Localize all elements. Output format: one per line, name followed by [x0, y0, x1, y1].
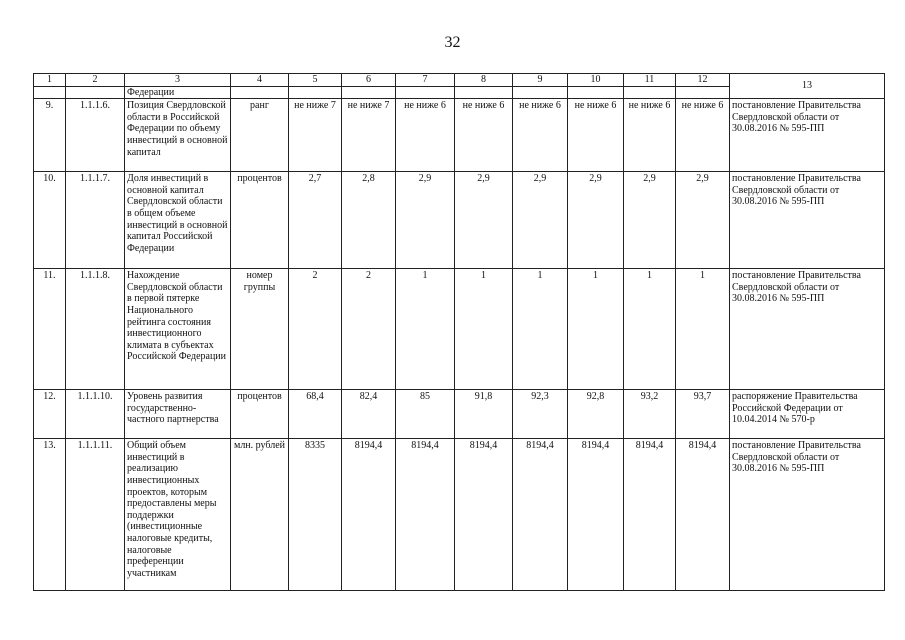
table-row: [34, 269, 885, 390]
value-cell: не ниже 7: [289, 99, 342, 172]
value-cell: 92,3: [513, 390, 568, 439]
row-number: 10.: [34, 172, 66, 269]
value-cell: 8194,4: [342, 439, 396, 591]
column-header: 3: [125, 74, 231, 87]
value-cell: 8194,4: [676, 439, 730, 591]
column-header: 8: [455, 74, 513, 87]
value-cell: 8194,4: [396, 439, 455, 591]
value-cell: 2,9: [676, 172, 730, 269]
value-cell: 82,4: [342, 390, 396, 439]
unit: млн. рублей: [231, 439, 289, 591]
value-cell: 2: [342, 269, 396, 390]
value-cell: не ниже 7: [342, 99, 396, 172]
row-number: 13.: [34, 439, 66, 591]
indicator-name: Позиция Свердловской области в Российской Федерации по объему инвестиций в основной капитал: [125, 99, 231, 172]
column-header: 6: [342, 74, 396, 87]
source-document: постановление Правительства Свердловской области от 30.08.2016 № 595-ПП: [730, 172, 885, 269]
row-number: 9.: [34, 99, 66, 172]
indicator-name: Уровень развития государственно-частного партнерства: [125, 390, 231, 439]
indicator-name: Нахождение Свердловской области в первой пятерке Национального рейтинга состояния инвестиционного климата в субъектах Российской Федерации: [125, 269, 231, 390]
value-cell: не ниже 6: [396, 99, 455, 172]
value-cell: не ниже 6: [513, 99, 568, 172]
value-cell: 93,2: [624, 390, 676, 439]
source-document: распоряжение Правительства Российской Федерации от 10.04.2014 № 570-р: [730, 390, 885, 439]
value-cell: 85: [396, 390, 455, 439]
unit: номер группы: [231, 269, 289, 390]
source-document: постановление Правительства Свердловской области от 30.08.2016 № 595-ПП: [730, 99, 885, 172]
source-document: постановление Правительства Свердловской области от 30.08.2016 № 595-ПП: [730, 269, 885, 390]
indicator-code: 1.1.1.6.: [66, 99, 125, 172]
value-cell: 8335: [289, 439, 342, 591]
table-row: [34, 99, 885, 172]
column-header: 1: [34, 74, 66, 87]
column-header: 5: [289, 74, 342, 87]
value-cell: 1: [676, 269, 730, 390]
page-number: 32: [444, 34, 461, 51]
value-cell: не ниже 6: [676, 99, 730, 172]
column-header: 12: [676, 74, 730, 87]
indicator-code: 1.1.1.10.: [66, 390, 125, 439]
value-cell: 2,9: [455, 172, 513, 269]
indicator-name: Доля инвестиций в основной капитал Свердловской области в общем объеме инвестиций в основной капитал Российской Федерации: [125, 172, 231, 269]
value-cell: 2,9: [396, 172, 455, 269]
value-cell: не ниже 6: [568, 99, 624, 172]
value-cell: 1: [396, 269, 455, 390]
indicators-table: [33, 73, 885, 591]
value-cell: 1: [513, 269, 568, 390]
value-cell: 8194,4: [624, 439, 676, 591]
value-cell: 2: [289, 269, 342, 390]
unit: процентов: [231, 390, 289, 439]
column-header: 11: [624, 74, 676, 87]
value-cell: 93,7: [676, 390, 730, 439]
value-cell: 2,9: [568, 172, 624, 269]
table-row: [34, 439, 885, 591]
column-header: 7: [396, 74, 455, 87]
value-cell: 1: [568, 269, 624, 390]
column-header: 10: [568, 74, 624, 87]
indicator-code: 1.1.1.11.: [66, 439, 125, 591]
source-document: постановление Правительства Свердловской области от 30.08.2016 № 595-ПП: [730, 439, 885, 591]
indicator-name: Общий объем инвестиций в реализацию инвестиционных проектов, которым предоставлены меры поддержки (инвестиционные налоговые кредиты, налоговые преференции участникам: [125, 439, 231, 591]
value-cell: 92,8: [568, 390, 624, 439]
table-row: [34, 390, 885, 439]
value-cell: 1: [624, 269, 676, 390]
value-cell: 8194,4: [455, 439, 513, 591]
unit: процентов: [231, 172, 289, 269]
value-cell: 91,8: [455, 390, 513, 439]
row-number: 12.: [34, 390, 66, 439]
column-header: 4: [231, 74, 289, 87]
value-cell: 8194,4: [513, 439, 568, 591]
unit: ранг: [231, 99, 289, 172]
indicator-code: 1.1.1.7.: [66, 172, 125, 269]
value-cell: 2,9: [513, 172, 568, 269]
value-cell: не ниже 6: [455, 99, 513, 172]
value-cell: 2,7: [289, 172, 342, 269]
row-number: 11.: [34, 269, 66, 390]
value-cell: не ниже 6: [624, 99, 676, 172]
value-cell: 8194,4: [568, 439, 624, 591]
value-cell: 68,4: [289, 390, 342, 439]
value-cell: 1: [455, 269, 513, 390]
table-row: [34, 172, 885, 269]
column-header: 9: [513, 74, 568, 87]
indicator-code: 1.1.1.8.: [66, 269, 125, 390]
column-header: 2: [66, 74, 125, 87]
column-header: 13: [730, 74, 885, 99]
value-cell: 2,9: [624, 172, 676, 269]
value-cell: 2,8: [342, 172, 396, 269]
header-row: [34, 74, 885, 87]
continuation-text: Федерации: [125, 86, 231, 99]
